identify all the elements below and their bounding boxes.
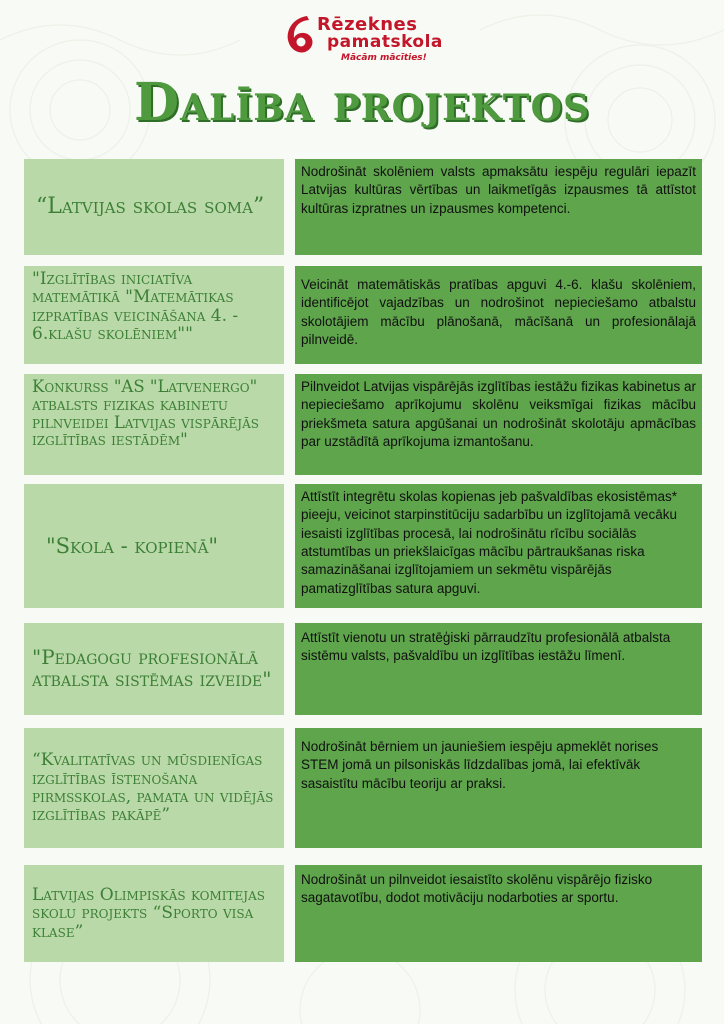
- project-name: Konkurss "AS "Latvenergo" atbalsts fizikas kabinetu pilnveidei Latvijas vispārējās izglītības iestādēm": [24, 374, 284, 475]
- project-description: Nodrošināt un pilnveidot iesaistīto skolēnu vispārējo fizisko sagatavotību, dodot motivāciju nodarboties ar sportu.: [295, 865, 702, 962]
- project-description: Attīstīt vienotu un stratēģiski pārraudzītu profesionālā atbalsta sistēmu valsts, pašvaldību un izglītības iestāžu līmenī.: [295, 623, 702, 715]
- project-row: [24, 865, 702, 962]
- project-row: [24, 623, 702, 715]
- page-title: Dalība projektos: [134, 72, 590, 133]
- logo-name-line1: Rēzeknes: [317, 14, 418, 35]
- logo-slogan: Mācām mācīties!: [341, 53, 427, 63]
- project-name: Latvijas Olimpiskās komitejas skolu projekts “Sporto visa klase”: [24, 865, 284, 962]
- project-description: Attīstīt integrētu skolas kopienas jeb pašvaldības ekosistēmas* pieeju, veicinot starpinstitūciju sadarbību un izglītojamā vecāku iesaisti izglītības procesā, lai nodrošinātu rīcību sociālās atstumtības un priekšlaicīgas mācību pārtraukšanas riska samazināšanai izglītojamiem un sekmētu vispārējās pamatizglītības satura apguvi.: [295, 484, 702, 608]
- project-row: [24, 266, 702, 364]
- project-description: Nodrošināt skolēniem valsts apmaksātu iespēju regulāri iepazīt Latvijas kultūras vērtības un laikmetīgās izpausmes tā attīstot kultūras izpratnes un izpausmes kompetenci.: [295, 159, 702, 255]
- six-emblem-icon: [283, 12, 319, 56]
- project-name: "Izglītības iniciatīva matemātikā "Matemātikas izpratības veicināšana 4. - 6.klašu skolēniem"": [24, 266, 284, 364]
- project-row: [24, 159, 702, 255]
- project-description: Pilnveidot Latvijas vispārējās izglītības iestāžu fizikas kabinetus ar nepieciešamo aprīkojumu skolēnu veiksmīgai fizikas mācību priekšmeta satura apgūšanai un nodrošināt skolotāju apmācības par uzstādītā aprīkojuma izmantošanu.: [295, 374, 702, 475]
- project-description: Nodrošināt bērniem un jauniešiem iespēju apmeklēt norises STEM jomā un pilsoniskās līdzdalības jomā, lai efektīvāk sasaistītu mācību teoriju ar praksi.: [295, 728, 702, 848]
- project-name: “Kvalitatīvas un mūsdienīgas izglītības īstenošana pirmsskolas, pamata un vidējās izglītības pakāpē”: [24, 728, 284, 848]
- logo-name-line2: pamatskola: [327, 32, 443, 52]
- project-name: "Pedagogu profesionālā atbalsta sistēmas izveide": [24, 623, 284, 715]
- project-description: Veicināt matemātiskās pratības apguvi 4.-6. klašu skolēniem, identificējot vajadzības un nodrošinot nepieciešamo atbalstu skolotājiem mācību plānošanā, mācīšanā un profesionālajā pilnveidē.: [295, 266, 702, 364]
- project-name: "Skola - kopienā": [24, 484, 284, 608]
- project-row: [24, 728, 702, 848]
- project-name: “Latvijas skolas soma”: [24, 159, 284, 255]
- project-row: [24, 484, 702, 608]
- project-row: [24, 374, 702, 475]
- school-logo: [283, 12, 453, 64]
